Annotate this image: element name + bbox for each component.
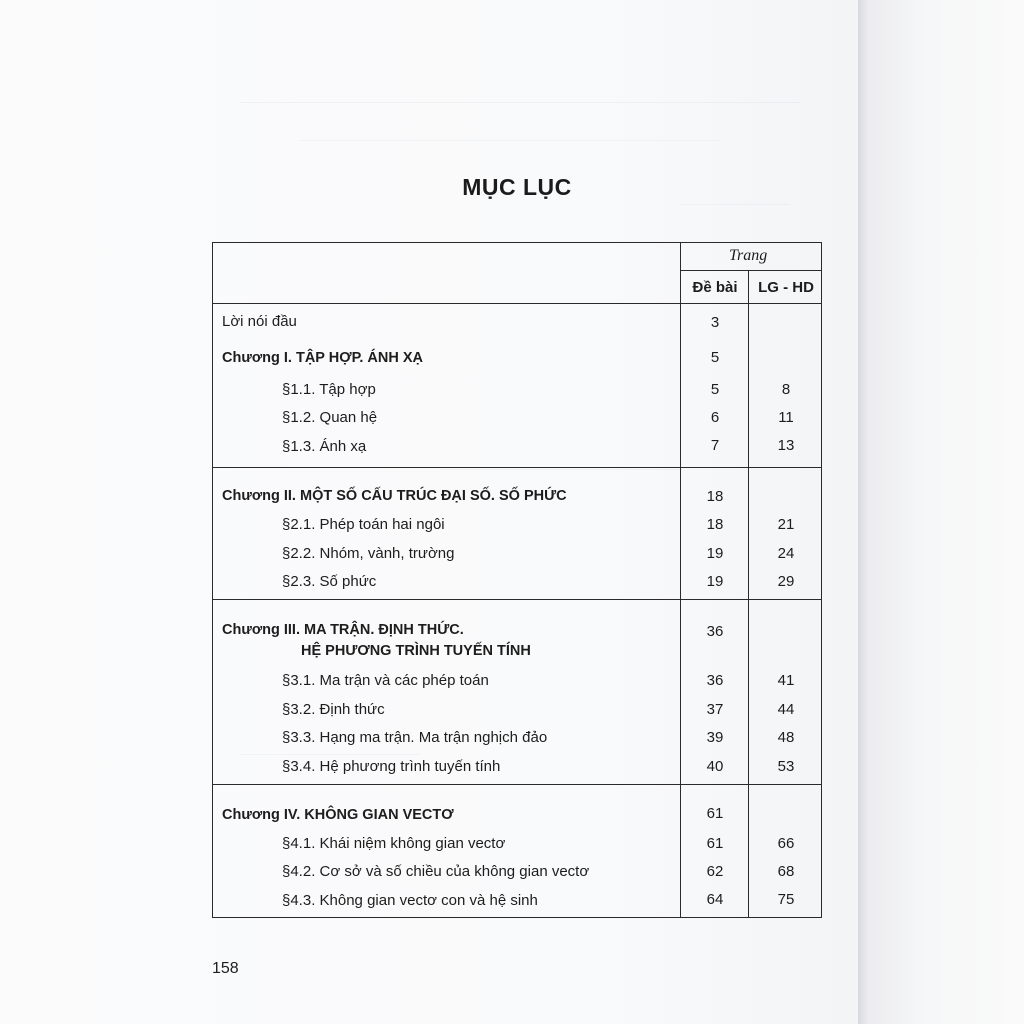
toc-entry-lg-hd: 11	[778, 409, 794, 426]
toc-entry-label: Lời nói đầu	[222, 313, 297, 330]
header-de-bai: Đề bài	[692, 279, 738, 296]
chapter-heading: Chương I. TẬP HỢP. ÁNH XẠ	[222, 350, 424, 366]
toc-entry-lg-hd: 68	[777, 863, 795, 880]
toc-entry-de-bai: 39	[706, 729, 724, 746]
toc-entry-de-bai: 61	[706, 835, 724, 852]
page-edge-shadow	[858, 0, 1024, 1024]
toc-entry-label: §4.1. Khái niệm không gian vectơ	[282, 835, 506, 852]
toc-entry-lg-hd: 44	[777, 701, 795, 718]
toc-entry-de-bai: 6	[710, 409, 720, 426]
toc-entry-de-bai: 19	[706, 573, 724, 590]
toc-entry-lg-hd: 29	[777, 573, 795, 590]
toc-entry-lg-hd: 53	[777, 758, 795, 775]
toc-entry-de-bai: 64	[706, 891, 724, 908]
header-divider	[680, 270, 821, 271]
toc-entry-label: §3.4. Hệ phương trình tuyến tính	[282, 758, 501, 775]
toc-entry-label: §2.2. Nhóm, vành, trường	[282, 545, 455, 562]
chapter-heading: Chương II. MỘT SỐ CẤU TRÚC ĐẠI SỐ. SỐ PHỨC	[222, 488, 567, 504]
toc-entry-label: §3.2. Định thức	[282, 701, 385, 718]
toc-entry-de-bai: 40	[706, 758, 724, 775]
chapter-heading: Chương IV. KHÔNG GIAN VECTƠ	[222, 807, 454, 823]
toc-entry-label: §2.1. Phép toán hai ngôi	[282, 516, 445, 533]
toc-entry-lg-hd: 48	[777, 729, 795, 746]
toc-entry-label: §3.3. Hạng ma trận. Ma trận nghịch đảo	[282, 729, 548, 746]
toc-entry-label: §4.3. Không gian vectơ con và hệ sinh	[282, 892, 538, 909]
toc-entry-lg-hd: 8	[781, 381, 791, 398]
toc-entry-de-bai: 61	[706, 805, 724, 822]
toc-entry-de-bai: 18	[706, 488, 724, 505]
column-divider	[680, 243, 681, 917]
column-divider	[748, 270, 749, 917]
toc-entry-label: §1.2. Quan hệ	[282, 409, 378, 426]
toc-entry-de-bai: 5	[710, 381, 720, 398]
toc-entry-label: §2.3. Số phức	[282, 573, 377, 590]
toc-entry-lg-hd: 75	[777, 891, 795, 908]
toc-entry-label: §3.1. Ma trận và các phép toán	[282, 672, 489, 689]
header-lg-hd: LG - HD	[758, 279, 814, 296]
toc-entry-de-bai: 5	[710, 349, 720, 366]
section-divider	[213, 784, 821, 785]
toc-entry-de-bai: 7	[710, 437, 720, 454]
section-divider	[213, 599, 821, 600]
chapter-heading-continued: HỆ PHƯƠNG TRÌNH TUYẾN TÍNH	[301, 643, 531, 659]
table-of-contents	[212, 242, 822, 918]
toc-entry-label: §1.1. Tập hợp	[282, 381, 376, 398]
page-title: MỤC LỤC	[462, 174, 572, 200]
toc-entry-lg-hd: 13	[777, 437, 795, 454]
toc-entry-lg-hd: 66	[777, 835, 795, 852]
toc-entry-de-bai: 3	[710, 314, 720, 331]
toc-entry-de-bai: 36	[706, 623, 724, 640]
toc-entry-lg-hd: 21	[777, 516, 795, 533]
toc-entry-label: §4.2. Cơ sở và số chiều của không gian vectơ	[282, 863, 590, 880]
section-divider	[213, 467, 821, 468]
chapter-heading: Chương III. MA TRẬN. ĐỊNH THỨC.	[222, 622, 464, 638]
page-number: 158	[212, 960, 239, 977]
toc-entry-de-bai: 19	[706, 545, 724, 562]
toc-entry-de-bai: 62	[706, 863, 724, 880]
header-trang: Trang	[729, 247, 768, 264]
toc-entry-de-bai: 36	[706, 672, 724, 689]
toc-entry-de-bai: 18	[706, 516, 724, 533]
toc-entry-lg-hd: 41	[777, 672, 795, 689]
toc-entry-lg-hd: 24	[777, 545, 795, 562]
header-divider	[213, 303, 821, 304]
toc-entry-label: §1.3. Ánh xạ	[282, 438, 367, 455]
toc-entry-de-bai: 37	[706, 701, 724, 718]
